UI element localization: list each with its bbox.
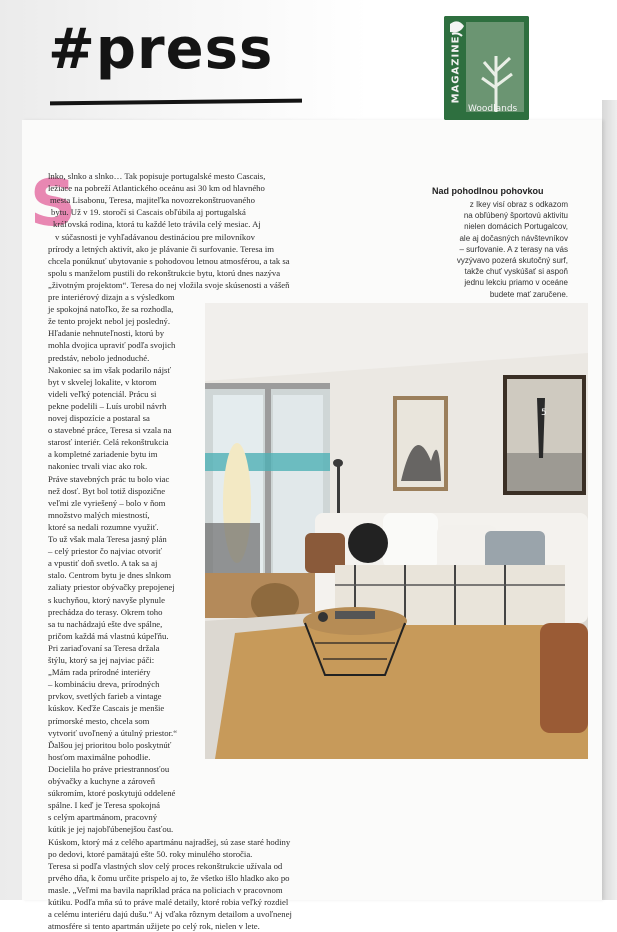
article-line: kútiku. Podľa mňa sú to práve malé detaily, ktoré robia veľký rozdiel: [48, 897, 289, 907]
article-line: – kombináciu dreva, prírodných: [48, 679, 160, 690]
caption-line: takže chuť vyskúšať si aspoň: [464, 267, 568, 277]
article-line: atmosfére si tento apartmán užijete po celý rok, nielen v lete.: [48, 921, 260, 932]
article-line: stalo. Centrom bytu je dnes slnkom: [48, 570, 172, 581]
caption-line: z Ikey visí obraz s odkazom: [469, 200, 568, 209]
article-line: „životným projektom“. Teresa do nej vložila svoje skúsenosti a vášeň: [48, 279, 290, 290]
article-line: hosťom maximálne pohodlie.: [48, 751, 151, 762]
article-line: Docielila ho práve priestrannosťou: [48, 763, 170, 774]
article-line: Kúskom, ktorý má z celého apartmánu najradšej, sú zase staré hodiny: [48, 836, 291, 847]
article-line: „Mám rada prírodné interiéry: [48, 667, 151, 678]
press-headline: #press: [48, 17, 274, 82]
article-line: pre interiérový dizajn a s výsledkom: [48, 292, 175, 302]
article-line: po dedovi, ktoré pamätajú ešte 50. roky minulého storočia.: [48, 848, 253, 859]
caption-body: [388, 199, 568, 319]
article-line: že tento projekt nebol jej posledný.: [48, 316, 171, 327]
article-line: prechádza do terasy. Okrem toho: [48, 606, 163, 617]
article-line: lnko, slnko a slnko… Tak popisuje portugalské mesto Cascais,: [48, 171, 266, 181]
article-line: a celému interiéru dajú dušu.“ Aj vďaka rôznym detailom a uvoľnenej: [48, 909, 292, 920]
article-line: ktoré sa nedali rozumne využiť.: [48, 521, 159, 532]
article-line: kútik je jej najobľúbenejšou časťou.: [48, 824, 174, 835]
living-room-photo: [205, 303, 588, 759]
caption-line: ale aj dočasných návštevníkov: [459, 233, 568, 243]
article-line: prírody a letných aktivít, ako je plávanie či surfovanie. Teresa im: [48, 243, 274, 254]
article-line: videli veľký potenciál. Prácu si: [48, 388, 157, 399]
article-line: je spokojná natoľko, že sa rozhodla,: [48, 304, 174, 315]
caption-title: Nad pohodlnou pohovkou: [432, 186, 544, 196]
article-line: spolu s manželom pustili do rekonštrukcie bytu, ktorú dnes nazýva: [48, 267, 281, 278]
article-line: Hľadanie nehnuteľnosti, ktorú by: [48, 328, 165, 339]
badge-magazine-label: MAGAZINE: [450, 35, 462, 104]
article-line: než dosť. Byt bol totiž dispozične: [48, 485, 166, 496]
article-line: – celý priestor čo najviac otvoriť: [48, 546, 162, 557]
article-line: Pri zariaďovaní sa Teresa držala: [48, 642, 160, 653]
magazine-badge: [444, 16, 529, 120]
article-line: s celým apartmánom, pracovný: [48, 812, 158, 823]
magazine-page-edge: [602, 100, 617, 900]
article-line: Teresa si podľa vlastných slov celý proces rekonštrukcie užívala od: [48, 860, 283, 871]
article-line: mesta Lisabonu, Teresa, majiteľka novozrekonštruovaného: [50, 195, 255, 206]
article-line: mohla dvojica upraviť podľa svojich: [48, 340, 176, 351]
article-line: novej dispozície a postaral sa: [48, 413, 150, 423]
article-line: prímorské mesto, chcela som: [48, 715, 150, 726]
caption-line: nielen domácich Portugalcov,: [464, 222, 568, 232]
article-line: nakoniec trvali viac ako rok.: [48, 461, 148, 472]
article-line: spálne. I keď je Teresa spokojná: [48, 800, 160, 811]
article-line: obývačky a kuchyne a zároveň: [48, 776, 156, 786]
article-line: kráľovská rodina, ktorá tu každé leto trávila celý mesiac. Aj: [53, 219, 261, 230]
article-line: veľmi zle vyriešený – bolo v ňom: [48, 497, 166, 508]
caption-line: budete mať zaručene.: [489, 289, 568, 299]
article-line: To už však mala Teresa jasný plán: [48, 534, 167, 544]
article-line: predstáv, nebolo jednoduché.: [48, 352, 150, 363]
article-line: Ďalšou jej prioritou bolo poskytnúť: [48, 739, 172, 750]
article-line: Práve stavebných prác tu bolo viac: [48, 473, 170, 484]
article-line: pričom každá má vlastnú kúpeľňu.: [48, 630, 169, 641]
article-line: ležiace na pobreží Atlantického oceánu asi 30 km od hlavného: [48, 183, 265, 194]
article-line: zaliaty priestor obývačky prepojenej: [48, 582, 175, 593]
article-line: Nakoniec sa im však podarilo nájsť: [48, 364, 172, 375]
poster-number: 5: [541, 408, 547, 418]
article-line: s kuchyňou, ktorý navyše plynule: [48, 594, 166, 605]
article-line: sa tu nachádzajú ešte dve spálne,: [48, 618, 163, 629]
article-line: kúskov. Keďže Cascais je menšie: [48, 703, 165, 714]
article-line: masle. „Veľmi ma bavila napríklad práca na policiach v pracovnom: [48, 884, 283, 895]
article-line: bytu. Už v 19. storočí si Cascais obľúbila aj portugalská: [51, 207, 246, 218]
article-line: chcela ponúknuť ubytovanie s pohodovou letnou atmosférou, a tak sa: [48, 255, 290, 266]
article-line: pekne podelili – Luís urobil návrh: [48, 400, 167, 411]
article-line: a kompletné zariadenie bytu im: [48, 449, 158, 460]
badge-brand-name: Woodlands: [468, 104, 518, 114]
article-line: o stavebné práce, Teresa si vzala na: [48, 425, 172, 436]
article-line: byt v skvelej lokalite, v ktorom: [48, 376, 157, 387]
article-line: prvého dňa, k čomu určite prispelo aj to, že všetko išlo hladko ako po: [48, 872, 290, 883]
article-line: a vpustiť doň svetlo. A tak sa aj: [48, 558, 158, 569]
article-line: štýlu, ktorý sa jej najviac páči:: [48, 655, 155, 665]
caption-line: vyzývavo pozerá skutočný surf,: [456, 256, 568, 265]
drop-cap: S: [30, 167, 77, 241]
article-line: v súčasnosti je vyhľadávanou destináciou pre milovníkov: [55, 231, 255, 242]
caption-line: – surfovanie. A z terasy na vás: [459, 244, 568, 254]
caption-line: na obľúbený športovú aktivitu: [463, 211, 568, 221]
caption-line: jednu lekciu priamo v oceáne: [464, 278, 568, 288]
article-line: súkromím, ktoré poskytujú oddelené: [48, 788, 176, 799]
article-line: prvkov, svetlých farieb a vintage: [48, 691, 162, 702]
article-line: starosť interiér. Celá rekonštrukcia: [48, 437, 169, 448]
article-line: vytvoriť uvoľnený a útulný priestor.“: [48, 727, 178, 738]
article-line: množstvo malých miestností,: [48, 509, 150, 520]
